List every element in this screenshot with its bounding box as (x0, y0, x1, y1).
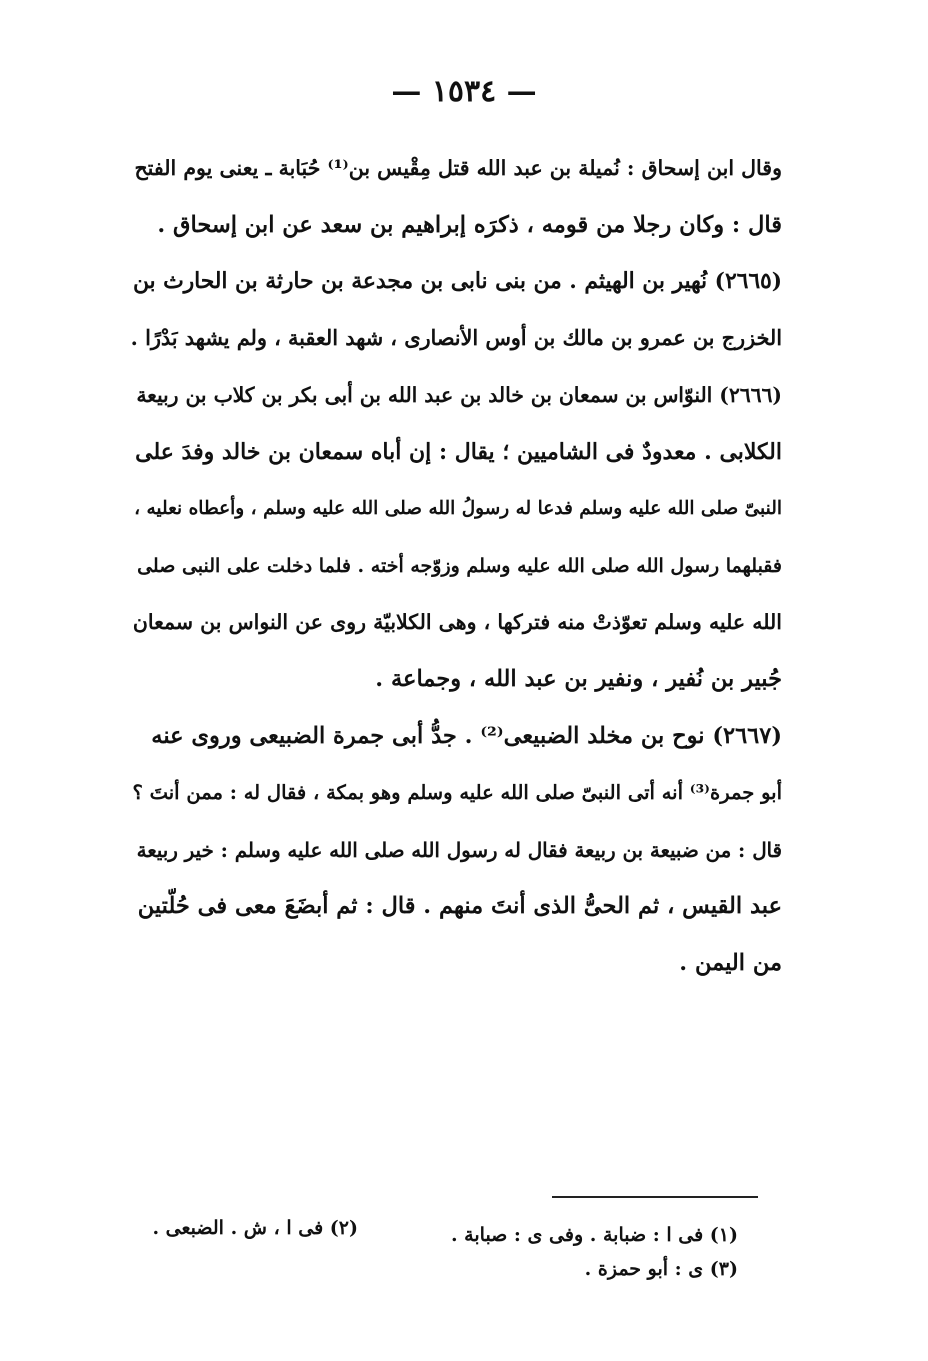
body-line: قال : من ضبيعة بن ربيعة فقال له رسول الله صلى الله عليه وسلم : خير ربيعة (136, 837, 782, 862)
entry-2667-line: (٢٦٦٧) نوح بن مخلد الضبيعى⁽²⁾ . جدُّ أبى جمرة الضبيعى وروى عنه (151, 722, 782, 749)
footnote-2: (٢) فى ا ، ش . الضبعى . (152, 1217, 358, 1239)
entry-2665-line: (٢٦٦٥) نُهير بن الهيثم . من بنى نابى بن مجدعة بن حارثة بن الحارث بن (132, 268, 782, 294)
body-line: الكلابى . معدودٌ فى الشاميين ؛ يقال : إن أباه سمعان بن خالد وفدَ على (135, 438, 782, 465)
body-line: جُبير بن نُفير ، ونفير بن عبد الله ، وجماعة . (375, 666, 782, 693)
entry-2666-line: (٢٦٦٦) النوّاس بن سمعان بن خالد بن عبد الله بن أبى بكر بن كلاب بن ربيعة (136, 383, 782, 408)
footnote-3: (٣) ى : أبو حمزة . (584, 1258, 738, 1280)
body-text (130, 140, 782, 992)
footnote-divider (552, 1196, 758, 1198)
body-line: أبو جمرة⁽³⁾ أنه أتى النبىّ صلى الله عليه وسلم وهو بمكة ، فقال له : ممن أنتَ ؟ (132, 780, 782, 804)
body-line: الخزرج بن عمرو بن مالك بن أوس الأنصارى ، شهد العقبة ، ولم يشهد بَدْرًا . (130, 326, 782, 351)
body-line: وقال ابن إسحاق : نُميلة بن عبد الله قتل مِقْيس بن⁽¹⁾ حُبَابة ـ يعنى يوم الفتح (134, 156, 782, 180)
body-line: من اليمن . (679, 950, 782, 977)
page-number: — ١٥٣٤ — (391, 74, 537, 109)
body-line: فقبلهما رسول الله صلى الله عليه وسلم وزوّجه أخته . فلما دخلت على النبى صلى (137, 554, 782, 577)
body-line: قال : وكان رجلا من قومه ، ذكرَه إبراهيم بن سعد عن ابن إسحاق . (157, 211, 782, 238)
footnote-1: (١) فى ا : ضبابة . وفى ى : صبابة . (450, 1224, 738, 1246)
body-line: النبىّ صلى الله عليه وسلم فدعا له رسولُ الله صلى الله عليه وسلم ، وأعطاه نعليه ، (134, 497, 782, 519)
body-line: الله عليه وسلم تعوّذتْ منه فتركها ، وهى الكلابيّة روى عن النواس بن سمعان (132, 610, 782, 635)
body-line: عبد القيس ، ثم الحىُّ الذى أنتَ منهم . قال : ثم أبضَعَ معى فى حُلّتين (137, 893, 782, 920)
